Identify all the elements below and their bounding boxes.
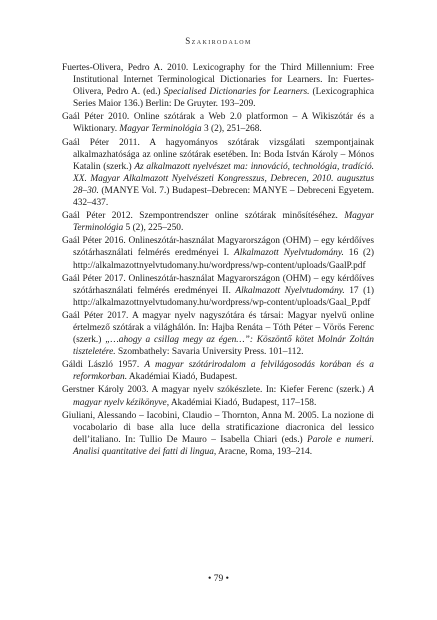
page-number: • 79 •	[208, 574, 229, 584]
reference-entry: Gerstner Károly 2003. A magyar nyelv szókészlete. In: Kiefer Ferenc (szerk.) A magyar nyelv kézikönyve, Akadémiai Kiadó, Budapest, 117–158.	[62, 385, 374, 408]
reference-list	[62, 62, 374, 459]
running-header: Szakirodalom	[185, 36, 252, 46]
reference-entry: Gaál Péter 2017. Onlineszótár-használat Magyarországon (OHM) – egy kérdőíves szótárhasználati felmérés eredményei II. Alkalmazott Nyelvtudomány. 17 (1) http://alkalmazottnyelvtudomany.hu/wordpress/wp-content/uploads/Gaal_P.pdf	[62, 273, 374, 308]
reference-entry: Gaál Péter 2011. A hagyományos szótárak vizsgálati szempontjainak alkalmazhatósága az online szótárak esetében. In: Boda István Károly – Mónos Katalin (szerk.) Az alkalmazott nyelvészet ma: innováció, technológia, tradíció. XX. Magyar Alkalmazott Nyelvészeti Kongresszus, Debrecen, 2010. augusztus 28–30. (MANYE Vol. 7.) Budapest–Debrecen: MANYE – Debreceni Egyetem. 432–437.	[62, 137, 374, 209]
reference-entry: Gaál Péter 2010. Online szótárak a Web 2.0 platformon – A Wikiszótár és a Wiktionary. Magyar Terminológia 3 (2), 251–268.	[62, 112, 374, 135]
reference-entry: Gaál Péter 2016. Onlineszótár-használat Magyarországon (OHM) – egy kérdőíves szótárhasználati felmérés eredményei I. Alkalmazott Nyelvtudomány. 16 (2) http://alkalmazottnyelvtudomany.hu/wordpress/wp-content/uploads/GaalP.pdf	[62, 236, 374, 271]
reference-entry: Gáldi László 1957. A magyar szótárirodalom a felvilágosodás korában és a reformkorban. Akadémiai Kiadó, Budapest.	[62, 360, 374, 383]
reference-entry: Gaál Péter 2017. A magyar nyelv nagyszótára és társai: Magyar nyelvű online értelmező szótárak a világhálón. In: Hajba Renáta – Tóth Péter – Vörös Ferenc (szerk.) „…ahogy a csillag megy az égen…”: Köszöntő kötet Molnár Zoltán tiszteletére. Szombathely: Savaria University Press. 101–112.	[62, 310, 374, 358]
reference-entry: Gaál Péter 2012. Szempontrendszer online szótárak minősítéséhez. Magyar Terminológia 5 (2), 225–250.	[62, 211, 374, 234]
reference-entry: Giuliani, Alessando – Iacobini, Claudio – Thornton, Anna M. 2005. La nozione di vocabolario di base alla luce della stratificazione diacronica del lessico dell’italiano. In: Tullio De Mauro – Isabella Chiari (eds.) Parole e numeri. Analisi quantitative dei fatti di lingua, Aracne, Roma, 193–214.	[62, 410, 374, 457]
reference-entry: Fuertes-Olivera, Pedro A. 2010. Lexicography for the Third Millennium: Free Institutional Internet Terminological Dictionaries for Learners. In: Fuertes-Olivera, Pedro A. (ed.) Specialised Dictionaries for Learners. (Lexicographica Series Maior 136.) Berlin: De Gruyter. 193–209.	[62, 63, 374, 110]
